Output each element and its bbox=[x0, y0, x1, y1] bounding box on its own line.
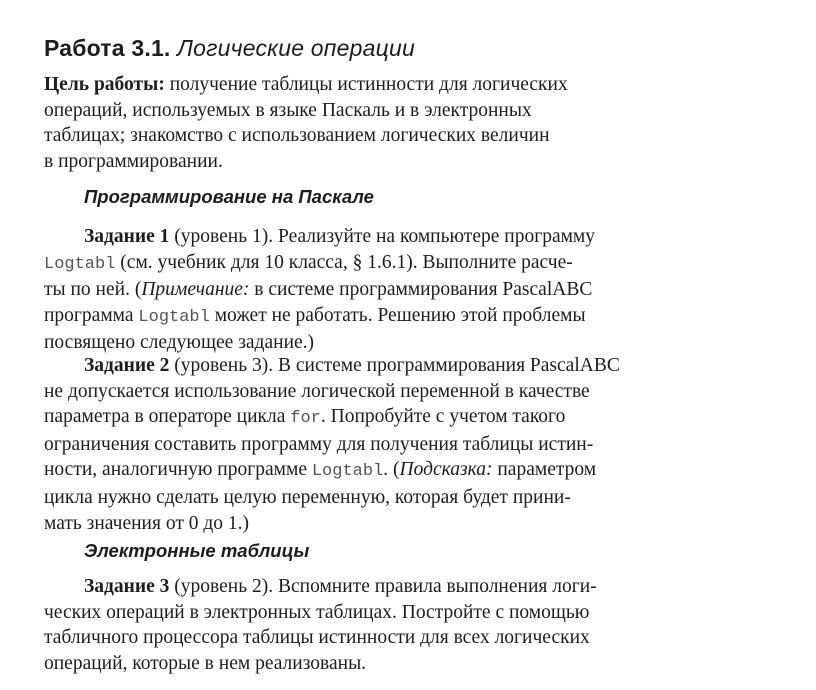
section-heading-spreadsheets: Электронные таблицы bbox=[84, 540, 310, 561]
task1-text: посвящено следующее задание.) bbox=[44, 332, 315, 354]
task3-label: Задание 3 bbox=[84, 576, 170, 597]
task2-text: . ( bbox=[383, 459, 400, 481]
task3-text: ческих операций в электронных таблицах. Постройте с помощью bbox=[44, 601, 590, 623]
task1-text: (см. учебник для 10 класса, § 1.6.1). Выполните расче- bbox=[115, 251, 573, 273]
code-for: for bbox=[290, 409, 321, 429]
task2-text: параметром bbox=[492, 459, 597, 481]
task2-label: Задание 2 bbox=[84, 355, 170, 376]
task2-paragraph bbox=[44, 353, 766, 536]
work-title bbox=[44, 35, 415, 62]
task2-text: параметра в операторе цикла bbox=[44, 406, 291, 428]
work-name: Логические операции bbox=[177, 35, 415, 61]
goal-line-2: операций, используемых в языке Паскаль и в электронных bbox=[44, 99, 532, 121]
goal-label: Цель работы: bbox=[44, 74, 165, 95]
task2-text: не допускается использование логической переменной в качестве bbox=[44, 380, 590, 402]
work-number: Работа 3.1. bbox=[44, 35, 171, 61]
task2-text: ограничения составить программу для получения таблицы истин- bbox=[44, 433, 594, 455]
task2-text: . Попробуйте с учетом такого bbox=[320, 406, 566, 428]
task2-text: мать значения от 0 до 1.) bbox=[44, 512, 250, 534]
goal-line-1: получение таблицы истинности для логических bbox=[164, 74, 568, 95]
task1-label: Задание 1 bbox=[84, 226, 170, 247]
task3-text: (уровень 2). Вспомните правила выполнения логи- bbox=[169, 576, 597, 597]
note-label: Примечание: bbox=[141, 279, 250, 301]
task2-text: (уровень 3). В системе программирования PascalABC bbox=[169, 355, 620, 376]
task1-text: может не работать. Решению этой проблемы bbox=[209, 304, 586, 326]
task1-text: ты по ней. ( bbox=[44, 279, 142, 301]
task1-paragraph bbox=[44, 224, 766, 356]
task1-text: (уровень 1). Реализуйте на компьютере программу bbox=[169, 226, 596, 247]
code-logtabl: Logtabl bbox=[44, 254, 116, 274]
code-logtabl: Logtabl bbox=[138, 307, 210, 327]
task1-text: программа bbox=[44, 304, 139, 326]
task3-paragraph bbox=[44, 574, 766, 676]
task3-text: операций, которые в нем реализованы. bbox=[44, 652, 367, 674]
task2-text: ности, аналогичную программе bbox=[44, 459, 312, 481]
task1-text: в системе программирования PascalABC bbox=[249, 279, 593, 301]
code-logtabl: Logtabl bbox=[311, 462, 384, 482]
goal-line-4: в программировании. bbox=[44, 150, 223, 172]
goal-line-3: таблицах; знакомство с использованием логических величин bbox=[44, 125, 550, 147]
goal-paragraph bbox=[44, 72, 766, 174]
hint-label: Подсказка: bbox=[399, 459, 493, 481]
section-heading-pascal: Программирование на Паскале bbox=[84, 186, 374, 207]
task2-text: цикла нужно сделать целую переменную, которая будет прини- bbox=[44, 486, 571, 508]
task3-text: табличного процессора таблицы истинности для всех логических bbox=[44, 627, 590, 649]
